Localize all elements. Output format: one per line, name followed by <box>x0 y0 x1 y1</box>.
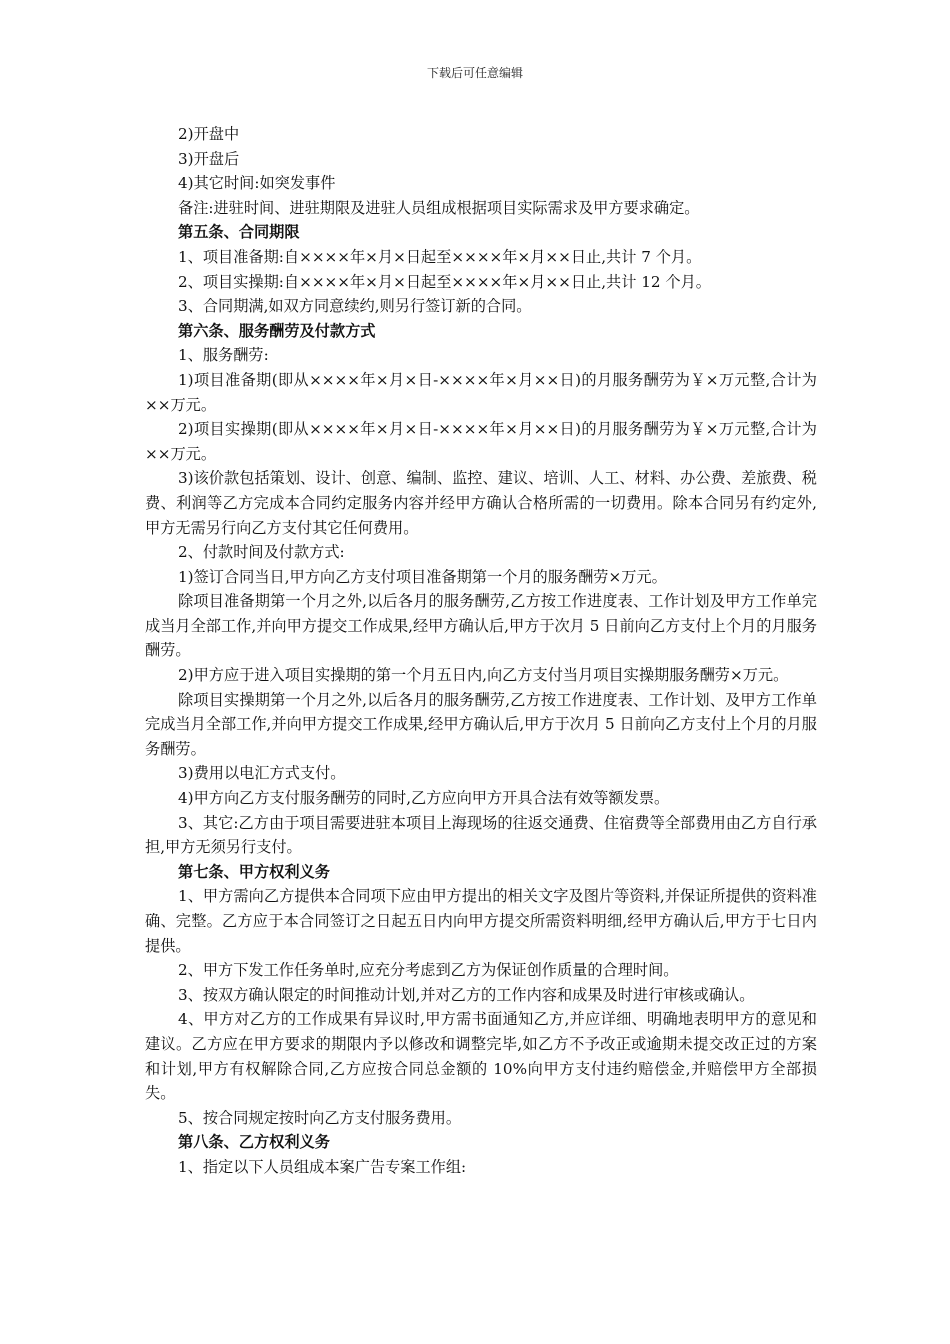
paragraph: 1)项目准备期(即从××××年×月×日-××××年×月××日)的月服务酬劳为￥×万元整,合计为××万元。 <box>145 370 817 414</box>
paragraph: 1、甲方需向乙方提供本合同项下应由甲方提出的相关文字及图片等资料,并保证所提供的资料准确、完整。乙方应于本合同签订之日起五日内向甲方提交所需资料明细,经甲方确认后,甲方于七日内提供。 <box>145 887 817 955</box>
clause-item: 4)甲方向乙方支付服务酬劳的同时,乙方应向甲方开具合法有效等额发票。 <box>178 789 670 808</box>
page-header: 下载后可任意编辑 <box>426 66 523 80</box>
paragraph: 3)该价款包括策划、设计、创意、编制、监控、建议、培训、人工、材料、办公费、差旅费、税费、利润等乙方完成本合同约定服务内容并经甲方确认合格所需的一切费用。除本合同另有约定外,甲方无需另行向乙方支付其它任何费用。 <box>145 469 817 537</box>
clause-item: 1、指定以下人员组成本案广告专案工作组: <box>178 1157 467 1176</box>
clause-item: 2、付款时间及付款方式: <box>178 543 345 562</box>
section-heading: 第六条、服务酬劳及付款方式 <box>178 321 376 340</box>
document-body <box>145 122 817 1180</box>
paragraph: 4、甲方对乙方的工作成果有异议时,甲方需书面通知乙方,并应详细、明确地表明甲方的意见和建议。乙方应在甲方要求的期限内予以修改和调整完毕,如乙方不予改正或逾期未提交改正过的方案和计划,甲方有权解除合同,乙方应按合同总金额的 10%向甲方支付违约赔偿金,并赔偿甲方全部损失。 <box>145 1010 817 1103</box>
clause-item: 3、按双方确认限定的时间推动计划,并对乙方的工作内容和成果及时进行审核或确认。 <box>178 985 755 1004</box>
clause-item: 2、项目实操期:自××××年×月×日起至××××年×月××日止,共计 12 个月。 <box>178 272 711 291</box>
list-item: 2)开盘中 <box>178 125 240 143</box>
list-item: 4)其它时间:如突发事件 <box>178 174 336 193</box>
section-heading: 第五条、合同期限 <box>178 223 300 242</box>
clause-item: 5、按合同规定按时向乙方支付服务费用。 <box>178 1108 462 1127</box>
paragraph: 2)项目实操期(即从××××年×月×日-××××年×月××日)的月服务酬劳为￥×万元整,合计为××万元。 <box>145 420 817 463</box>
clause-item: 3、合同期满,如双方同意续约,则另行签订新的合同。 <box>178 297 532 316</box>
paragraph: 3、其它:乙方由于项目需要进驻本项目上海现场的往返交通费、住宿费等全部费用由乙方自行承担,甲方无须另行支付。 <box>145 813 817 857</box>
section-heading: 第八条、乙方权利义务 <box>178 1133 330 1152</box>
clause-item: 2、甲方下发工作任务单时,应充分考虑到乙方为保证创作质量的合理时间。 <box>178 961 679 980</box>
clause-item: 3)费用以电汇方式支付。 <box>178 764 346 783</box>
paragraph: 除项目实操期第一个月之外,以后各月的服务酬劳,乙方按工作进度表、工作计划、及甲方工作单完成当月全部工作,并向甲方提交工作成果,经甲方确认后,甲方于次月 5 日前向乙方支付上个月的月服务酬劳。 <box>145 690 817 758</box>
clause-item: 1、项目准备期:自××××年×月×日起至××××年×月××日止,共计 7 个月。 <box>178 247 702 266</box>
clause-item: 1)签订合同当日,甲方向乙方支付项目准备期第一个月的服务酬劳×万元。 <box>178 567 667 586</box>
list-item: 3)开盘后 <box>178 149 240 168</box>
note-text: 备注:进驻时间、进驻期限及进驻人员组成根据项目实际需求及甲方要求确定。 <box>178 198 700 217</box>
paragraph: 除项目准备期第一个月之外,以后各月的服务酬劳,乙方按工作进度表、工作计划及甲方工作单完成当月全部工作,并向甲方提交工作成果,经甲方确认后,甲方于次月 5 日前向乙方支付上个月的月服务酬劳。 <box>145 592 817 660</box>
paragraph: 2)甲方应于进入项目实操期的第一个月五日内,向乙方支付当月项目实操期服务酬劳×万元。 <box>178 666 789 685</box>
section-heading: 第七条、甲方权利义务 <box>178 862 330 881</box>
clause-item: 1、服务酬劳: <box>178 346 269 365</box>
